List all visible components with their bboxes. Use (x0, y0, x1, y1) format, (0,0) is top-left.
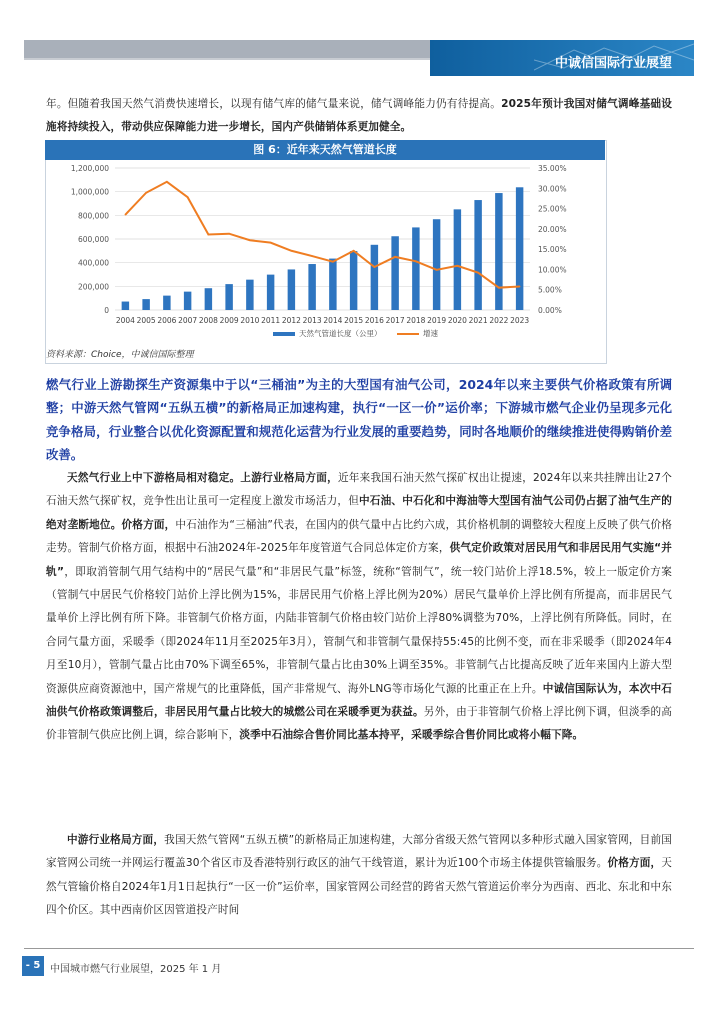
growth-point (228, 233, 230, 235)
x-tick-label: 2013 (302, 316, 322, 325)
growth-point (166, 181, 168, 183)
chart-title: 图 6：近年来天然气管道长度 (45, 140, 605, 160)
y-left-tick-label: 800,000 (77, 211, 109, 221)
intro-bold: 2025年预计我国对储气调峰基础设施将持续投入，带动供应保障能力进一步增长，国内产供储销体系更加健全。 (46, 98, 672, 134)
para1-run-1: 上游行业格局方面， (240, 472, 338, 484)
x-tick-label: 2021 (468, 316, 488, 325)
chart-source: 资料来源：Choice，中诚信国际整理 (46, 350, 194, 360)
para1-run-2: 近年来我国石油天然气探矿权出让提速，2024年以来共挂牌出让27个石油天然气探矿权，竞争性出让虽可一定程度上激发市场活力，但 (46, 472, 672, 508)
intro-paragraph (46, 93, 672, 140)
growth-point (125, 214, 127, 216)
bar (308, 264, 315, 310)
x-tick-label: 2016 (364, 316, 384, 325)
legend-label-line: 增速 (423, 329, 438, 338)
y-left-tick-label: 200,000 (77, 282, 109, 292)
bar (454, 209, 461, 310)
growth-point (394, 256, 396, 258)
bar (288, 269, 295, 310)
x-tick-label: 2004 (115, 316, 135, 325)
pipeline-length-chart (45, 160, 605, 348)
x-tick-label: 2009 (219, 316, 239, 325)
x-tick-label: 2012 (281, 316, 301, 325)
para1-run-7: ，即取消管制气用气结构中的“居民气量”和“非居民气量”标签，统称“管制气”，统一较门站价上浮18.5%，较上一版定价方案（管制气中居民气价格较门站价上浮比例为15%，非居民用气价格上浮比例为20%）居民气量单价上浮比例有所提高，而非居民气量单价上浮比例有所下降。非管制气价格方面，内陆非管制气价格由较门站价上浮80%调整为70%，上浮比例有所降低。同时，在合同气量方面，采暖季（即2024年11月至2025年3月），管制气和非管制气量保持55:45的比例不变，而在非采暖季（即2024年4月至10月），管制气量占比由70%下调至65%，非管制气量占比由30%上调至35%。非管制气占比提高反映了近年来国内上游大型资源供应商资源池中，国产常规气的比重降低，国产非常规气、海外LNG等市场化气源的比重正在上升。 (46, 565, 672, 695)
page-number: - 5 - (22, 956, 44, 976)
growth-point (436, 269, 438, 271)
x-tick-label: 2017 (385, 316, 405, 325)
para1-run-0: 天然气行业上中下游格局相对稳定。 (67, 472, 241, 484)
legend-swatch-bar (273, 332, 295, 336)
y-left-tick-label: 1,000,000 (70, 187, 109, 197)
bar (205, 288, 212, 310)
y-right-tick-label: 25.00% (538, 204, 567, 214)
para1-run-4: 价格方面， (121, 518, 176, 531)
growth-point (249, 239, 251, 241)
y-right-tick-label: 5.00% (538, 285, 562, 295)
x-tick-label: 2008 (198, 316, 218, 325)
bar (516, 187, 523, 310)
bar (495, 193, 502, 310)
growth-point (145, 192, 147, 194)
header-title: 中诚信国际行业展望 (554, 56, 672, 71)
x-tick-label: 2014 (323, 316, 343, 325)
para1-run-10: 淡季中石油综合售价同比基本持平，采暖季综合售价同比或将小幅下降。 (239, 729, 584, 742)
summary-paragraph: 燃气行业上游勘探生产资源集中于以“三桶油”为主的大型国有油气公司，2024年以来主要供气价格政策有所调整；中游天然气管网“五纵五横”的新格局正加速构建，执行“一区一价”运价率；下游城市燃气企业仍呈现多元化竞争格局，行业整合以优化资源配置和规范化运营为行业发展的重要趋势，同时各地顺价的继续推进使得购销价差改善。 (46, 377, 672, 463)
para2-run-3: 天然气管输价格自2024年1月1日起执行“一区一价”运价率，国家管网公司经营的跨省天然气管道运价率分为西南、西北、东北和中东四个价区。其中西南价区因管道投产时间 (46, 857, 673, 917)
para2-run-0: 中游行业格局方面， (67, 834, 165, 846)
bar (122, 302, 129, 310)
x-tick-label: 2007 (178, 316, 198, 325)
intro-text: 年。但随着我国天然气消费快速增长，以现有储气库的储气量来说，储气调峰能力仍有待提高。 (46, 98, 502, 110)
x-tick-label: 2023 (510, 316, 530, 325)
growth-point (208, 234, 210, 236)
y-left-tick-label: 1,200,000 (70, 164, 109, 173)
bar (433, 219, 440, 310)
growth-point (353, 250, 355, 252)
legend-label-bar: 天然气管道长度（公里） (299, 329, 382, 338)
bar (329, 259, 336, 310)
growth-point (415, 261, 417, 263)
bar (350, 251, 357, 310)
x-tick-label: 2006 (157, 316, 177, 325)
x-tick-label: 2019 (427, 316, 447, 325)
x-tick-label: 2011 (261, 316, 281, 325)
y-right-tick-label: 10.00% (538, 265, 567, 275)
y-left-tick-label: 400,000 (77, 258, 109, 268)
x-tick-label: 2018 (406, 316, 426, 325)
para1-run-3: 中石油、中石化和中海油等大型国有油气公司仍占据了油气生产的绝对垄断地位。 (46, 495, 672, 531)
growth-point (311, 255, 313, 257)
bar (371, 245, 378, 310)
upstream-paragraph (46, 467, 672, 748)
para1-run-9: 另外，由于非管制气价格上浮比例下调，但淡季的高价非管制气供应比例上调，综合影响下， (46, 706, 673, 742)
midstream-paragraph (46, 829, 672, 923)
bar (142, 299, 149, 310)
para1-run-5: 中石油作为“三桶油”代表，在国内的供气量中占比约六成，其价格机制的调整较大程度上反映了供气价格走势。管制气价格方面，根据中石油2024年-2025年年度管道气合同总体定价方案， (46, 518, 672, 555)
x-tick-label: 2015 (344, 316, 364, 325)
x-tick-label: 2005 (136, 316, 156, 325)
growth-point (498, 287, 500, 289)
footer-text: 中国城市燃气行业展望，2025 年 1 月 (50, 964, 222, 975)
bar (474, 200, 481, 310)
footer-divider (24, 948, 694, 949)
growth-point (270, 242, 272, 244)
para2-run-2: 价格方面， (607, 857, 662, 870)
growth-point (477, 272, 479, 274)
growth-point (519, 286, 521, 288)
growth-point (187, 196, 189, 198)
y-right-tick-label: 20.00% (538, 224, 567, 234)
x-tick-label: 2020 (447, 316, 467, 325)
y-left-tick-label: 0 (104, 306, 109, 315)
y-right-tick-label: 30.00% (538, 184, 567, 194)
growth-point (332, 261, 334, 263)
y-right-tick-label: 0.00% (538, 306, 562, 315)
bar (391, 236, 398, 310)
bar (225, 284, 232, 310)
para1-run-6: 供气定价政策对居民用气和非居民用气实施“并轨” (46, 542, 672, 578)
growth-point (374, 266, 376, 268)
para1-run-8: 中诚信国际认为，本次中石油供气价格政策调整后，非居民用气量占比较大的城燃公司在采暖季更为获益。 (46, 682, 672, 719)
bar (246, 280, 253, 310)
bar (412, 227, 419, 310)
growth-point (291, 250, 293, 252)
growth-point (457, 265, 459, 267)
bar (267, 275, 274, 310)
y-left-tick-label: 600,000 (77, 235, 109, 244)
x-tick-label: 2010 (240, 316, 260, 325)
para2-run-1: 我国天然气管网“五纵五横”的新格局正加速构建，大部分省级天然气管网以多种形式融入国家管网，目前国家管网公司统一并网运行覆盖30个省区市及香港特别行政区的油气干线管道，累计为近100个市场主体提供管输服务。 (46, 834, 672, 870)
bar (184, 292, 191, 310)
y-right-tick-label: 15.00% (538, 245, 567, 255)
y-right-tick-label: 35.00% (538, 164, 567, 173)
bar (163, 296, 170, 310)
x-tick-label: 2022 (489, 316, 509, 325)
